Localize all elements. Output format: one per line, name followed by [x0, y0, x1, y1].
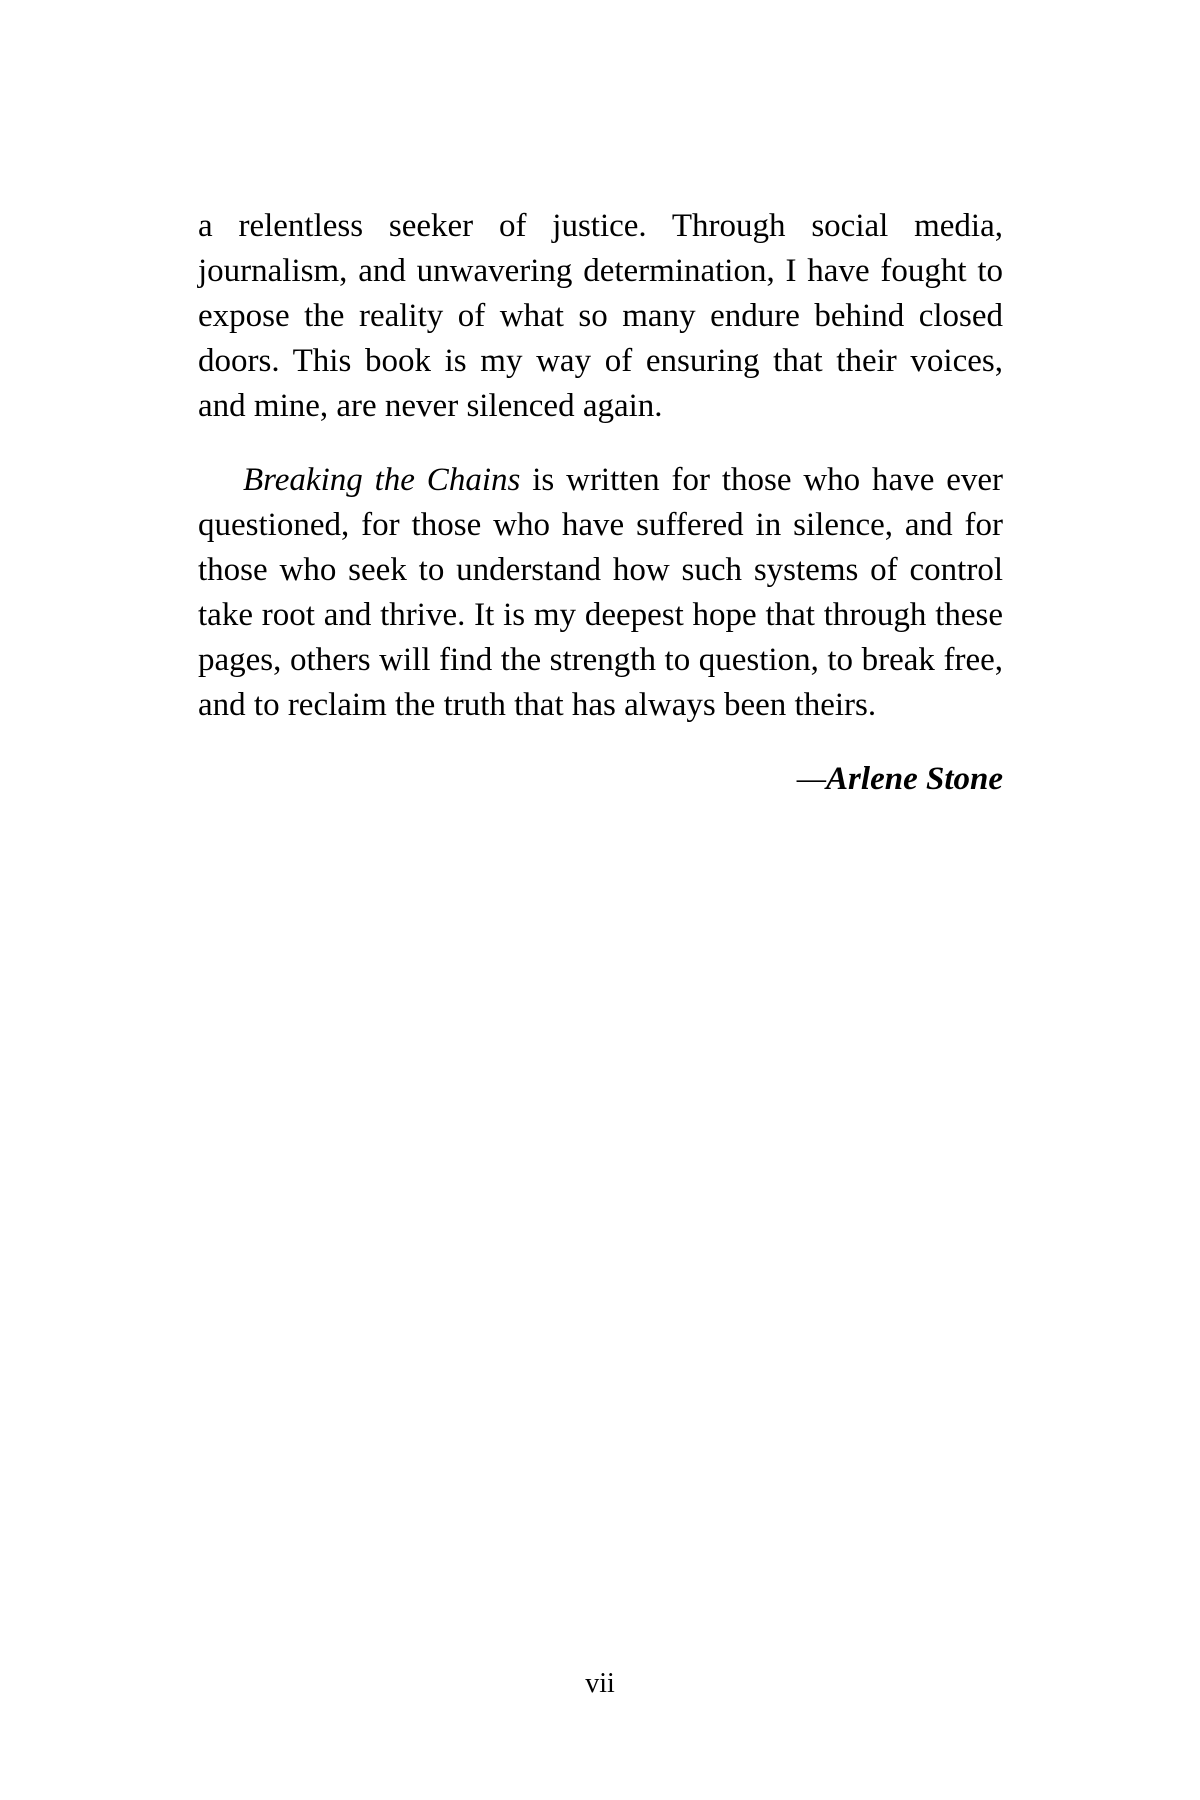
author-signature: [198, 757, 1003, 802]
page-text-block: [198, 204, 1003, 802]
page-number: vii: [585, 1668, 615, 1699]
signature-em-dash: —: [796, 761, 827, 797]
paragraph-dedication-text: is written for those who have ever questioned, for those who have suffered in silence, and for those who seek to understand how such systems of control take root and thrive. It is my deepest hope that through these pages, others will find the strength to question, to break free, and to reclaim the truth that has always been theirs.: [198, 462, 1004, 723]
author-name: Arlene Stone: [826, 761, 1003, 797]
paragraph-continuation: a relentless seeker of justice. Through social media, journalism, and unwavering determination, I have fought to expose the reality of what so many endure behind closed doors. This book is my way of ensuring that their voices, and mine, are never silenced again.: [198, 208, 1003, 424]
paragraph-dedication: [198, 458, 1003, 728]
book-title-italic: Breaking the Chains: [243, 462, 521, 498]
